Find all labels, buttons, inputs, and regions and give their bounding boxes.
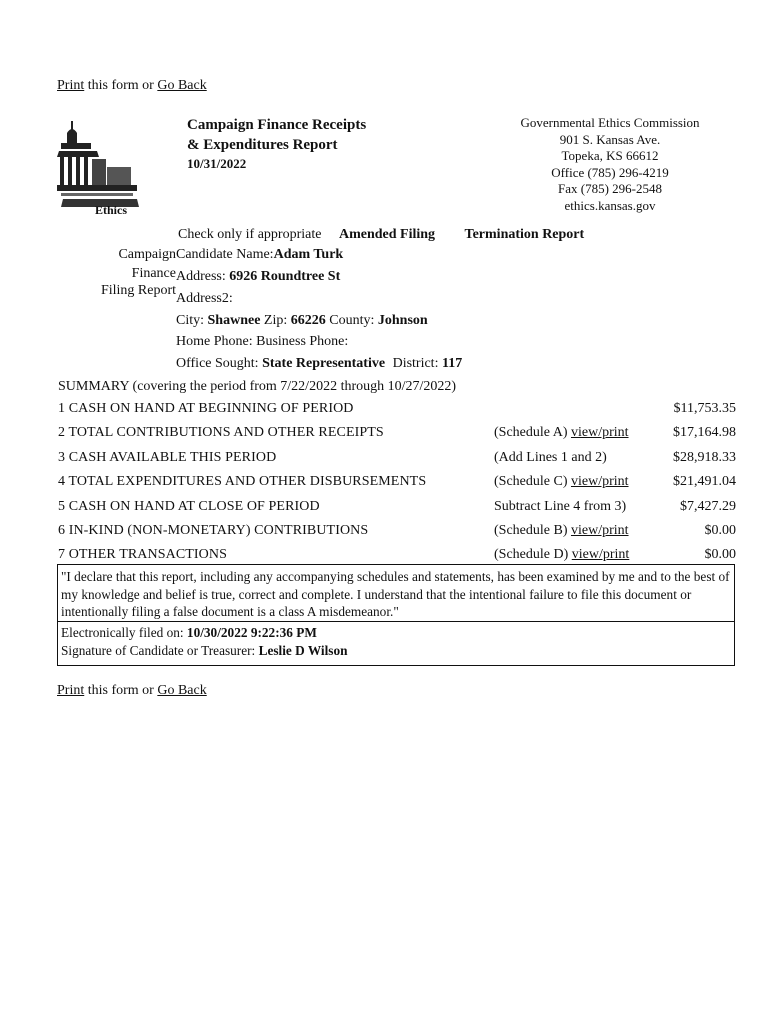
zip-label: Zip: xyxy=(263,313,288,328)
office-value: State Representative xyxy=(262,356,386,371)
filed-value: 10/30/2022 9:22:36 PM xyxy=(186,625,317,640)
print-link[interactable]: Print xyxy=(57,683,85,698)
schedule-text: (Schedule D) xyxy=(494,547,572,563)
bottom-nav xyxy=(57,683,207,699)
business-phone-label: Business Phone: xyxy=(256,334,349,349)
agency-city: Topeka, KS 66612 xyxy=(561,148,659,163)
summary-row-schedule xyxy=(494,547,629,563)
summary-row-label: 6 IN-KIND (NON-MONETARY) CONTRIBUTIONS xyxy=(58,523,369,538)
logo-text: Ethics xyxy=(95,203,128,215)
summary-row xyxy=(58,474,738,496)
report-date: 10/31/2022 xyxy=(187,156,247,171)
summary-row-schedule xyxy=(494,450,607,466)
district-value: 117 xyxy=(441,356,463,371)
view-print-link[interactable]: view/print xyxy=(570,474,629,490)
title-line-2: & Expenditures Report xyxy=(187,137,338,153)
ethics-commission-logo xyxy=(57,115,142,215)
candidate-name-row xyxy=(176,247,343,263)
summary-row-schedule xyxy=(494,523,629,539)
summary-row-amount: $0.00 xyxy=(704,523,736,538)
county-value: Johnson xyxy=(377,313,428,328)
city-label: City: xyxy=(176,313,205,328)
side-label-line-3: Filing Report xyxy=(100,283,176,298)
summary-row xyxy=(58,499,738,521)
view-print-link[interactable]: view/print xyxy=(570,425,629,441)
candidate-name: Adam Turk xyxy=(273,247,344,262)
summary-row-label: 3 CASH AVAILABLE THIS PERIOD xyxy=(58,449,277,465)
office-label: Office Sought: xyxy=(176,356,259,371)
report-title xyxy=(187,115,366,173)
declaration-text: "I declare that this report, including any accompanying schedules and statements, has been examined by me and to the best of my knowledge and belief is true, correct and complete. I understand that the intentional failure to file this document or intentionally filing a false document is a class A misdemeanor." xyxy=(61,569,730,619)
filed-label: Electronically filed on: xyxy=(61,625,184,640)
agency-website: ethics.kansas.gov xyxy=(564,197,656,213)
county-label: County: xyxy=(329,313,375,328)
summary-row xyxy=(58,425,738,447)
agency-address xyxy=(480,115,740,214)
summary-row-amount: $11,753.35 xyxy=(673,401,736,416)
check-label: Check only if appropriate xyxy=(178,227,322,242)
phone-row xyxy=(176,334,348,350)
address-value: 6926 Roundtree St xyxy=(229,269,341,284)
view-print-link[interactable]: view/print xyxy=(570,523,629,538)
agency-fax: Fax (785) 296-2548 xyxy=(558,181,662,196)
agency-street: 901 S. Kansas Ave. xyxy=(559,131,661,147)
address-label: Address: xyxy=(176,269,226,284)
nav-text: this form or xyxy=(84,78,158,93)
office-row xyxy=(176,356,462,372)
summary-row-schedule xyxy=(494,499,626,515)
schedule-text: (Schedule A) xyxy=(494,425,571,441)
summary-row xyxy=(58,401,738,423)
termination-report: Termination Report xyxy=(464,227,585,242)
check-row xyxy=(178,227,584,243)
summary-row-amount: $17,164.98 xyxy=(673,425,736,441)
zip-value: 66226 xyxy=(290,313,326,328)
summary-row-label: 2 TOTAL CONTRIBUTIONS AND OTHER RECEIPTS xyxy=(58,425,384,441)
signature-value: Leslie D Wilson xyxy=(258,642,348,658)
summary-row-label: 1 CASH ON HAND AT BEGINNING OF PERIOD xyxy=(58,401,354,416)
signature-box xyxy=(57,622,735,666)
address2-label: Address2: xyxy=(176,291,233,306)
print-link[interactable]: Print xyxy=(57,78,85,93)
summary-row-label: 5 CASH ON HAND AT CLOSE OF PERIOD xyxy=(58,498,320,514)
side-label-line-1: Campaign xyxy=(118,247,176,262)
district-label: District: xyxy=(392,356,439,371)
agency-name: Governmental Ethics Commission xyxy=(520,115,700,130)
address-row xyxy=(176,269,340,285)
home-phone-label: Home Phone: xyxy=(176,334,253,349)
summary-row-amount: $7,427.29 xyxy=(680,498,736,514)
nav-text: this form or xyxy=(84,683,158,698)
declaration-box xyxy=(57,564,735,622)
go-back-link[interactable]: Go Back xyxy=(157,683,207,698)
summary-row-amount: $21,491.04 xyxy=(673,474,736,490)
summary-heading: SUMMARY (covering the period from 7/22/2022 through 10/27/2022) xyxy=(58,379,457,394)
side-label-line-2: Finance xyxy=(131,266,176,281)
summary-row xyxy=(58,450,738,472)
signature-label: Signature of Candidate or Treasurer: xyxy=(61,642,256,658)
city-row xyxy=(176,313,428,329)
summary-row-amount: $28,918.33 xyxy=(673,449,736,465)
city-value: Shawnee xyxy=(207,313,261,328)
summary-row-schedule xyxy=(494,425,629,441)
view-print-link[interactable]: view/print xyxy=(571,547,630,563)
top-nav xyxy=(57,78,207,94)
agency-office-phone: Office (785) 296-4219 xyxy=(551,164,669,180)
amended-filing: Amended Filing xyxy=(338,227,436,242)
schedule-text: (Schedule C) xyxy=(494,474,571,490)
summary-row xyxy=(58,523,738,545)
address2-row xyxy=(176,291,233,307)
summary-row-amount: $0.00 xyxy=(704,547,736,563)
summary-row-schedule xyxy=(494,474,629,490)
go-back-link[interactable]: Go Back xyxy=(157,78,207,93)
summary-row-label: 7 OTHER TRANSACTIONS xyxy=(58,547,227,563)
schedule-text: (Add Lines 1 and 2) xyxy=(494,449,607,465)
schedule-text: (Schedule B) xyxy=(494,523,571,538)
summary-row-label: 4 TOTAL EXPENDITURES AND OTHER DISBURSEMENTS xyxy=(58,474,427,490)
candidate-name-label: Candidate Name: xyxy=(176,247,274,262)
title-line-1: Campaign Finance Receipts xyxy=(187,117,367,133)
schedule-text: Subtract Line 4 from 3) xyxy=(494,498,627,514)
